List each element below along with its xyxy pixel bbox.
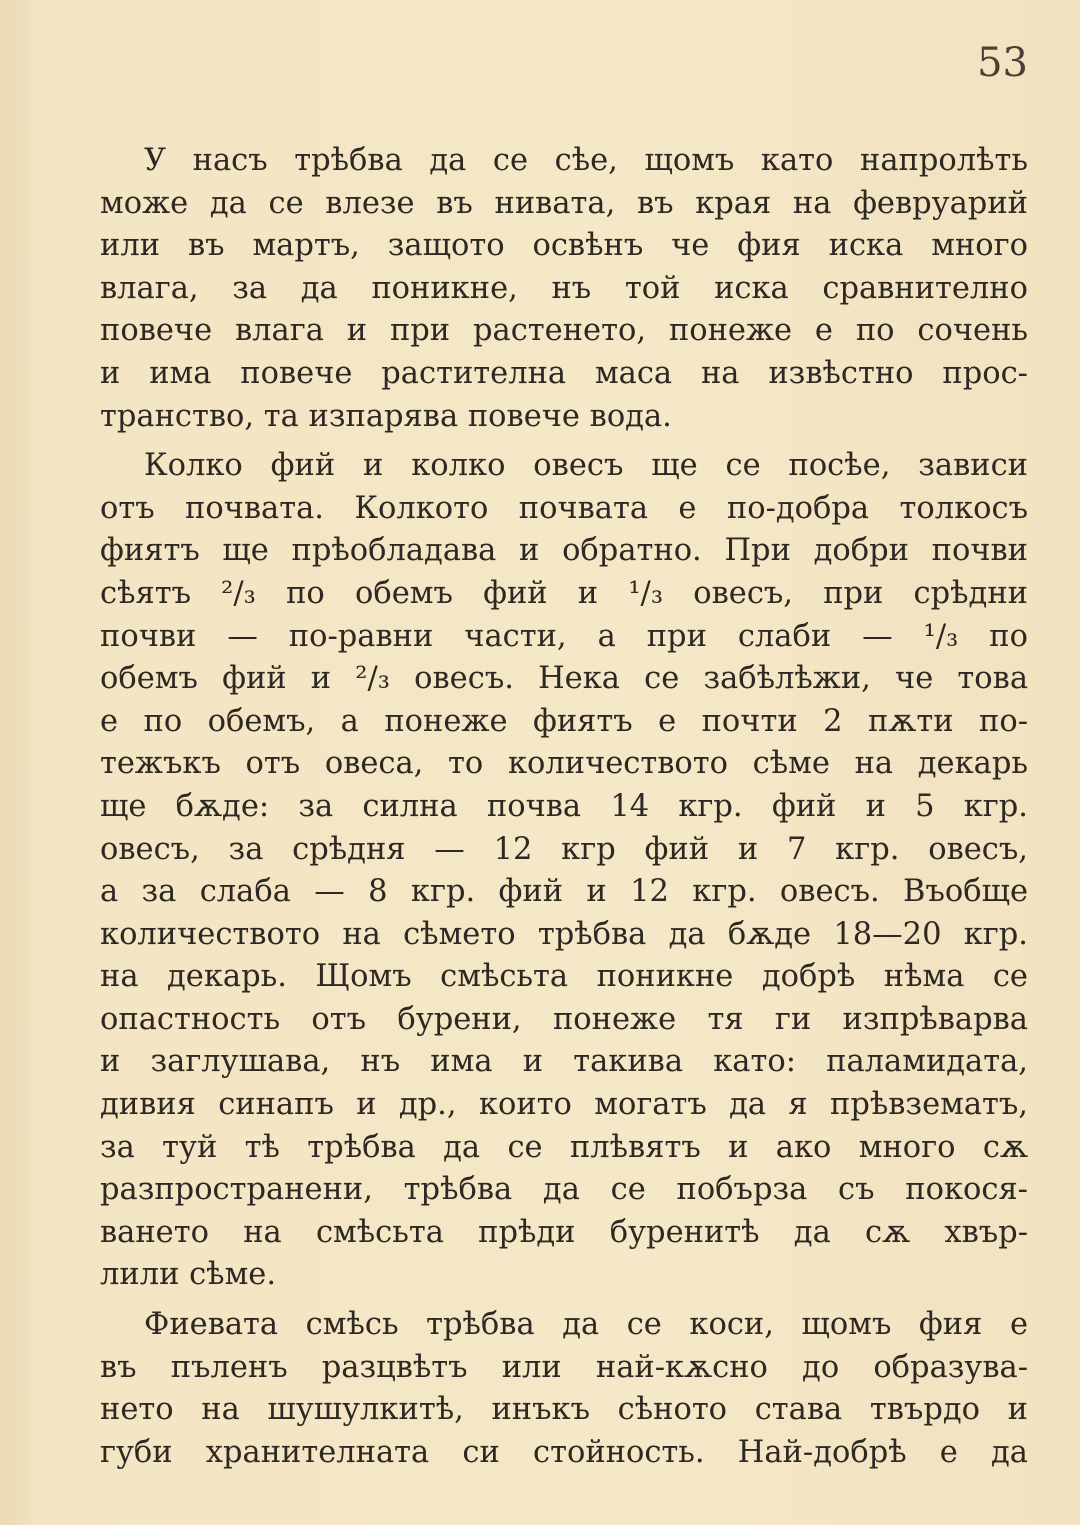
paragraph-1 xyxy=(100,140,1028,438)
body-text xyxy=(100,140,1028,1474)
text-line: У насъ трѣбва да се сѣе, щомъ като напролѣть xyxy=(144,143,1028,178)
text-line: или въ мартъ, защото освѣнъ че фия иска много xyxy=(100,228,1028,264)
text-line: почви — по-равни части, а при слаби — ¹/₃ по xyxy=(100,618,1028,654)
text-line: въ пъленъ разцвѣтъ или най-кѫсно до образува- xyxy=(100,1349,1028,1385)
text-line: разпространени, трѣбва да се побърза съ покося- xyxy=(100,1172,1028,1208)
text-line: Колко фий и колко овесъ ще се посѣе, зависи xyxy=(144,448,1028,484)
text-line: обемъ фий и ²/₃ овесъ. Нека се забѣлѣжи, че това xyxy=(100,661,1028,697)
text-line: е по обемъ, а понеже фиятъ е почти 2 пѫти по- xyxy=(100,703,1028,739)
text-line: сѣятъ ²/₃ по обемъ фий и ¹/₃ овесъ, при срѣдни xyxy=(100,575,1028,611)
text-line: на декарь. Щомъ смѣсьта поникне добрѣ нѣма се xyxy=(100,959,1028,995)
text-line: губи хранителната си стойность. Най-добрѣ е да xyxy=(100,1434,1028,1470)
text-line: Фиевата смѣсь трѣбва да се коси, щомъ фия е xyxy=(144,1307,1028,1343)
text-line: ването на смѣсьта прѣди буренитѣ да сѫ хвър- xyxy=(100,1214,1028,1250)
text-line: транство, та изпарява повече вода. xyxy=(100,398,672,434)
text-line: опастность отъ бурени, понеже тя ги изпрѣварва xyxy=(100,1001,1028,1037)
text-line: повече влага и при растенето, понеже е по сочень xyxy=(100,313,1028,349)
page-number: 53 xyxy=(977,40,1028,86)
text-line: дивия синапъ и др., които могатъ да я прѣвзематъ, xyxy=(100,1087,1028,1123)
text-line: овесъ, за срѣдня — 12 кгр фий и 7 кгр. овесъ, xyxy=(100,831,1028,867)
text-line: ще бѫде: за силна почва 14 кгр. фий и 5 кгр. xyxy=(100,788,1028,824)
text-line: за туй тѣ трѣбва да се плѣвятъ и ако много сѫ xyxy=(100,1129,1028,1165)
text-line: а за слаба — 8 кгр. фий и 12 кгр. овесъ. Въобще xyxy=(100,874,1028,910)
text-line: фиятъ ще прѣобладава и обратно. При добри почви xyxy=(100,533,1028,569)
text-line: влага, за да поникне, нъ той иска сравнително xyxy=(100,270,1028,306)
text-line: може да се влезе въ нивата, въ края на февруарий xyxy=(100,185,1028,221)
text-line: лили сѣме. xyxy=(100,1257,277,1293)
text-line: и има повече растителна маса на извѣстно прос- xyxy=(100,355,1028,391)
paragraph-2 xyxy=(100,445,1028,1297)
text-line: отъ почвата. Колкото почвата е по-добра толкосъ xyxy=(100,490,1028,526)
text-line: и заглушава, нъ има и такива като: паламидата, xyxy=(100,1044,1028,1080)
text-line: нето на шушулкитѣ, инъкъ сѣното става твърдо и xyxy=(100,1392,1028,1428)
text-line: количеството на сѣмето трѣбва да бѫде 18—20 кгр. xyxy=(100,916,1028,952)
text-line: тежъкъ отъ овеса, то количеството сѣме на декарь xyxy=(100,746,1028,782)
paragraph-3 xyxy=(100,1304,1028,1474)
